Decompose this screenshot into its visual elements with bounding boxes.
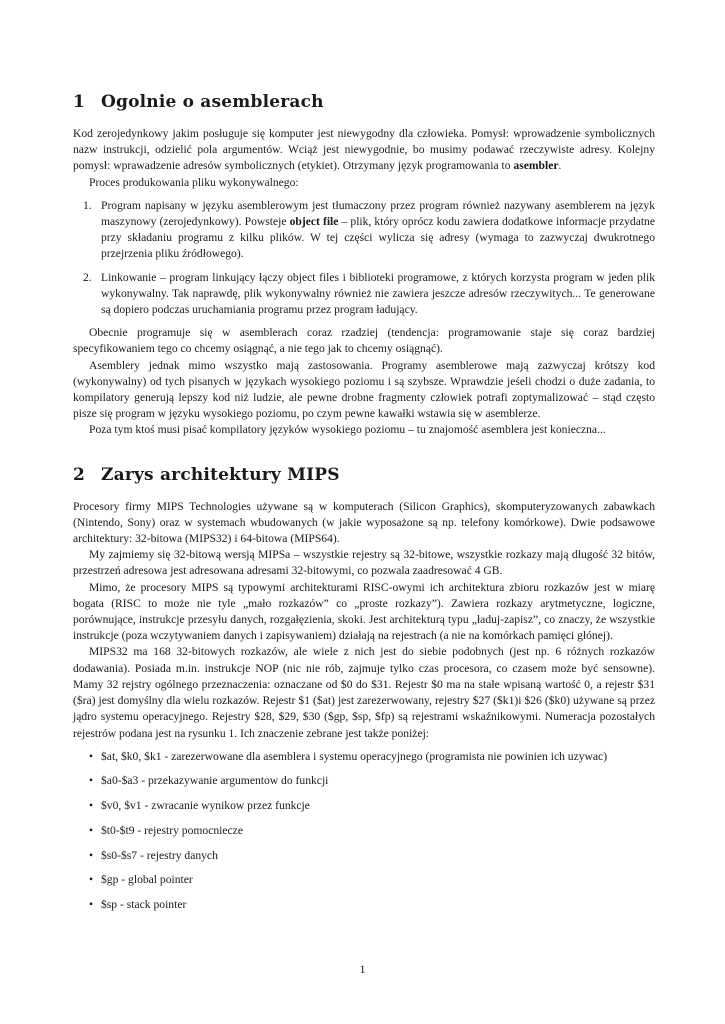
bullet-list xyxy=(73,749,655,913)
list-item-text: – plik, który oprócz kodu zawiera dodatkowe informacje przydatne przy składaniu programu z kilku plików. W tej części wylicza się adresy (wymaga to zazwyczaj dwukrotnego przejrzenia pliku źródłowego). xyxy=(101,215,656,261)
paragraph-text: . xyxy=(558,159,562,173)
paragraph: Asemblery jednak mimo wszystko mają zastosowania. Programy asemblerowe mają zazwyczaj krótszy kod (wykonywalny) od tych pisanych w językach wysokiego poziomu i są szybsze. Wprawdzie jeśeli chodzi o duże zadania, to kompilatory generują lepszy kod niż ludzie, ale pewne drobne fragmenty człowiek potrafi zoptymalizować – stąd często pisze się program w języku wysokiego poziomu, po czym pewne kawałki wstawia się w asemblerze. xyxy=(73,358,655,421)
bold-term: object file xyxy=(289,215,339,229)
paragraph-text: Kod zerojedynkowy jakim posługuje się komputer jest niewygodny dla człowieka. Pomysł: wprowadzenie symbolicznych nazw instrukcji, odzielić pola argumentów. Wciąż jest niewygodnie, bo musimy podawać rzeczywiste adresy. Kolejny pomysł: wprawadzenie adresów symbolicznych (etykiet). Otrzymany język programowania to xyxy=(73,127,655,173)
numbered-list xyxy=(73,198,655,318)
paragraph: Mimo, że procesory MIPS są typowymi architekturami RISC-owymi ich architektura zbioru rozkazów jest w miarę bogata (RISC to może nie tyle „mało rozkazów” co „proste rozkazy”). Zawiera rozkazy arytmetyczne, logiczne, porównujące, instrukcje przesyłu danych, rozgałęzienia, skoki. Jest architekturą typu „ładuj-zapisz”, co znaczy, że wszystkie instrukcje (poza wczytywaniem danych i zapisywaniem) działają na rejestrach (a nie na komórkach pamięci głónej). xyxy=(73,580,655,643)
paragraph xyxy=(73,126,655,175)
list-item xyxy=(73,270,655,319)
list-item-text: Program napisany w języku asemblerowym jest tłumaczony przez program również nazywany asemblerem na język maszynowy (zerojedynkowy). Powsteje xyxy=(101,198,655,229)
page-number: 1 xyxy=(359,962,366,976)
list-item xyxy=(73,773,655,789)
list-item-text: $t0-$t9 - rejestry pomocniecze xyxy=(101,823,243,837)
list-item-text: $s0-$s7 - rejestry danych xyxy=(101,848,218,862)
bold-term: asembler xyxy=(513,159,559,173)
paragraph: MIPS32 ma 168 32-bitowych rozkazów, ale wiele z nich jest do siebie podobnych (jest np. 6 różnych rozkazów dodawania). Posiada m.in. instrukcje NOP (nic nie rób, zajmuje tylko czas procesora, co czasem może być sensowne). Mamy 32 rejstry ogólnego przeznaczenia: oznaczane od $0 do $31. Rejestr $0 ma na stałe wpisaną wartość 0, a rejestr $31 ($ra) jest domyślny dla wielu rozkazów. Rejestr $1 ($at) jest zarezerwowany, rejestry $27 ($k1)i $26 ($k0) używane są przez jądro systemu operacyjnego. Rejestry $28, $29, $30 ($gp, $sp, $fp) są rejestrami wskaźnikowymi. Numeracja pozostałych rejestrów podana jest na rysunku 1. Ich znaczenie zebrane jest także poniżej: xyxy=(73,645,655,740)
section-heading xyxy=(73,88,655,116)
paragraph: Obecnie programuje się w asemblerach coraz rzadziej (tendencja: programowanie staje się coraz bardziej specyfikowaniem tego co chcemy osiągnąć, a nie tego jak to chcemy osiągnąć). xyxy=(73,326,655,356)
list-item xyxy=(73,798,655,814)
bullet-icon: • xyxy=(89,897,94,911)
list-item-text: $a0-$a3 - przekazywanie argumentow do funkcji xyxy=(101,774,329,788)
paragraph: My zajmiemy się 32-bitową wersją MIPSa – wszystkie rejestry są 32-bitowe, wszystkie rozkazy mają długość 32 bitów, przestrzeń adresowa jest adresowana adresami 32-bitowymi, co pozwala zaadresować 4 GB. xyxy=(73,548,655,578)
bullet-icon: • xyxy=(89,848,94,862)
list-item-text: $at, $k0, $k1 - zarezerwowane dla asemblera i systemu operacyjnego (programista nie powinien ich uzywac) xyxy=(101,749,608,763)
list-item-text: Linkowanie – program linkujący łączy object files i biblioteki programowe, z których korzysta program w jeden plik wykonywalny. Tak naprawdę, plik wykonywalny również nie zawiera jeszcze adresów rzeczywitych... Te generowane są dopiero podczas uruchamiania programu przez program ładujący. xyxy=(101,270,655,317)
list-item xyxy=(73,198,655,263)
list-marker: 1. xyxy=(83,198,92,212)
bullet-icon: • xyxy=(89,799,94,813)
list-item xyxy=(73,872,655,888)
section-number: 2 xyxy=(73,464,86,485)
bullet-icon: • xyxy=(89,774,94,788)
paragraph: Procesory firmy MIPS Technologies używane są w komputerach (Silicon Graphics), skomputeryzowanych zabawkach (Nintendo, Sony) oraz w systemach wbudowanych (w jakie wyposażone są np. telefony komórkowe). Dwie podsawowe architektury: 32-bitowa (MIPS32) i 64-bitowa (MIPS64). xyxy=(73,499,655,546)
list-item xyxy=(73,749,655,765)
list-item xyxy=(73,897,655,913)
list-item-text: $v0, $v1 - zwracanie wynikow przez funkcje xyxy=(101,799,310,813)
bullet-icon: • xyxy=(89,873,94,887)
bullet-icon: • xyxy=(89,823,94,837)
list-item-text: $gp - global pointer xyxy=(101,873,193,887)
page-content xyxy=(73,88,655,922)
section-title: Zarys architektury MIPS xyxy=(101,464,340,485)
list-item-text: $sp - stack pointer xyxy=(101,897,187,911)
paragraph: Proces produkowania pliku wykonywalnego: xyxy=(89,175,299,189)
list-marker: 2. xyxy=(83,270,92,284)
section-number: 1 xyxy=(73,92,86,112)
section-title: Ogolnie o asemblerach xyxy=(101,92,324,112)
list-item xyxy=(73,823,655,839)
bullet-icon: • xyxy=(89,749,94,763)
paragraph: Poza tym ktoś musi pisać kompilatory języków wysokiego poziomu – tu znajomość asemblera jest konieczna... xyxy=(89,423,606,437)
list-item xyxy=(73,848,655,864)
section-heading xyxy=(73,461,655,489)
